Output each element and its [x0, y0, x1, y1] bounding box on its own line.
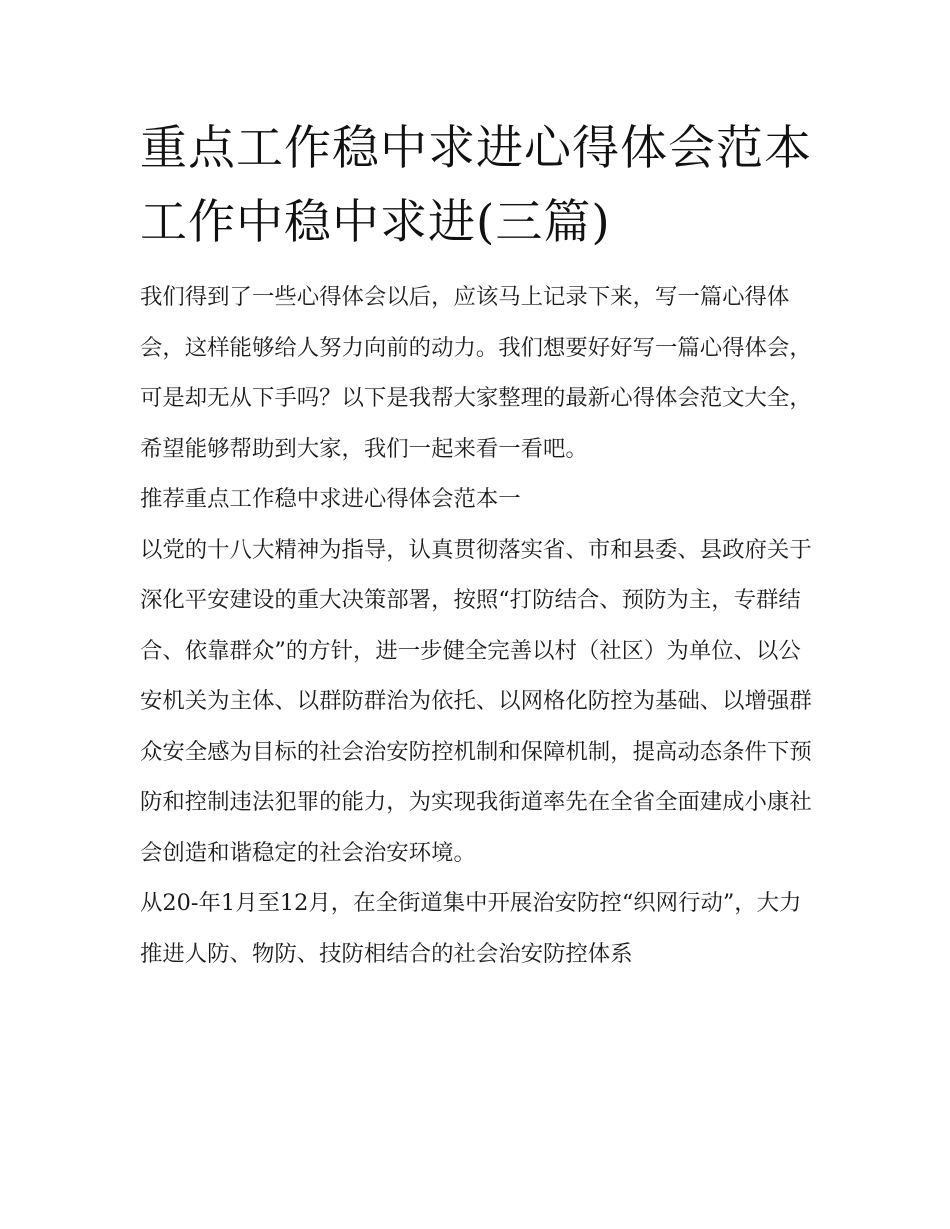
body-paragraph: 以党的十八大精神为指导，认真贯彻落实省、市和县委、县政府关于深化平安建设的重大决策部署，按照“打防结合、预防为主，专群结合、依靠群众”的方针，进一步健全完善以村（社区）为单位、以公安机关为主体、以群防群治为依托、以网格化防控为基础、以增强群众安全感为目标的社会治安防控机制和保障机制，提高动态条件下预防和控制违法犯罪的能力，为实现我街道率先在全省全面建成小康社会创造和谐稳定的社会治安环境。	[140, 536, 812, 866]
section-heading: 推荐重点工作稳中求进心得体会范本一	[140, 486, 521, 512]
document-page	[140, 112, 812, 979]
document-body	[140, 272, 812, 979]
document-title: 重点工作稳中求进心得体会范本 工作中稳中求进(三篇)	[140, 121, 812, 250]
intro-paragraph: 我们得到了一些心得体会以后，应该马上记录下来，写一篇心得体会，这样能够给人努力向前的动力。我们想要好好写一篇心得体会，可是却无从下手吗？以下是我帮大家整理的最新心得体会范文大全，希望能够帮助到大家，我们一起来看一看吧。	[140, 284, 812, 462]
body-paragraph: 从20-年1月至12月，在全街道集中开展治安防控“织网行动”，大力推进人防、物防、技防相结合的社会治安防控体系	[140, 890, 802, 967]
